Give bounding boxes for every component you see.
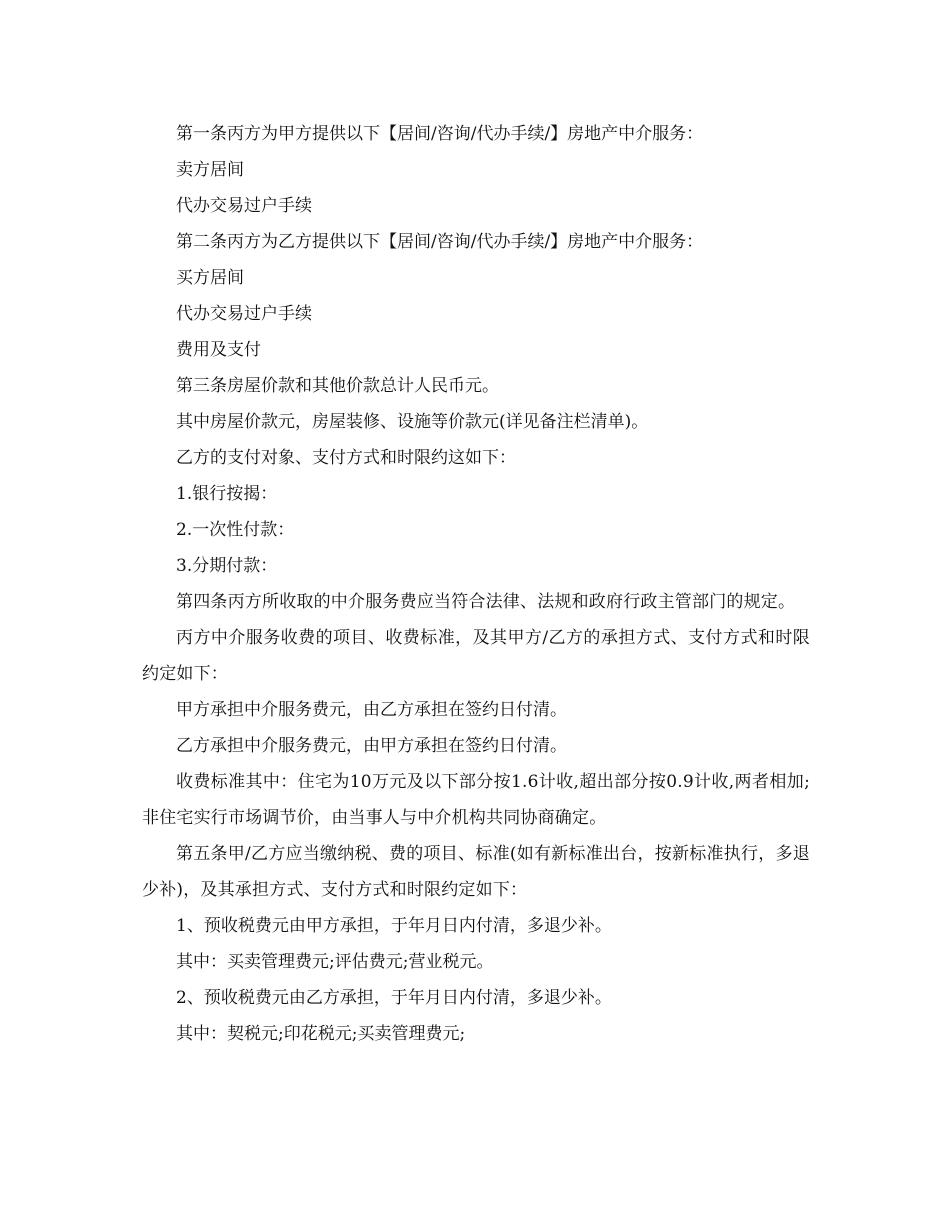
seller-brokerage-item: 卖方居间 xyxy=(176,160,244,180)
article-5: 第五条甲/乙方应当缴纳税、费的项目、标准(如有新标准出台，按新标准执行，多退少补)，及其承担方式、支付方式和时限约定如下： xyxy=(142,844,810,900)
payment-option-lump-sum: 2.一次性付款： xyxy=(176,520,295,540)
payment-option-mortgage: 1.银行按揭： xyxy=(176,484,278,504)
service-fee-terms: 丙方中介服务收费的项目、收费标准，及其甲方/乙方的承担方式、支付方式和时限约定如下： xyxy=(142,628,810,684)
article-4: 第四条丙方所收取的中介服务费应当符合法律、法规和政府行政主管部门的规定。 xyxy=(176,592,796,612)
party-b-tax-breakdown: 其中：契税元;印花税元;买卖管理费元; xyxy=(176,1024,466,1044)
article-3: 第三条房屋价款和其他价款总计人民币元。 xyxy=(176,376,499,396)
section-heading-fees: 费用及支付 xyxy=(176,340,261,360)
document-body xyxy=(142,116,810,1052)
price-breakdown: 其中房屋价款元，房屋装修、设施等价款元(详见备注栏清单)。 xyxy=(176,412,649,432)
payment-option-installments: 3.分期付款： xyxy=(176,556,278,576)
party-b-fee: 乙方承担中介服务费元，由甲方承担在签约日付清。 xyxy=(176,736,567,756)
party-a-fee: 甲方承担中介服务费元，由乙方承担在签约日付清。 xyxy=(176,700,567,720)
party-b-tax-prepay: 2、预收税费元由乙方承担，于年月日内付清，多退少补。 xyxy=(176,988,612,1008)
payment-intro: 乙方的支付对象、支付方式和时限约这如下： xyxy=(176,448,516,468)
seller-transfer-item: 代办交易过户手续 xyxy=(176,196,312,216)
party-a-tax-prepay: 1、预收税费元由甲方承担，于年月日内付清，多退少补。 xyxy=(176,916,612,936)
buyer-brokerage-item: 买方居间 xyxy=(176,268,244,288)
fee-standard: 收费标准其中：住宅为10万元及以下部分按1.6计收,超出部分按0.9计收,两者相加;非住宅实行市场调节价，由当事人与中介机构共同协商确定。 xyxy=(142,772,810,828)
buyer-transfer-item: 代办交易过户手续 xyxy=(176,304,312,324)
article-2: 第二条丙方为乙方提供以下【居间/咨询/代办手续/】房地产中介服务： xyxy=(176,232,704,252)
article-1: 第一条丙方为甲方提供以下【居间/咨询/代办手续/】房地产中介服务： xyxy=(176,124,704,144)
party-a-tax-breakdown: 其中：买卖管理费元;评估费元;营业税元。 xyxy=(176,952,494,972)
